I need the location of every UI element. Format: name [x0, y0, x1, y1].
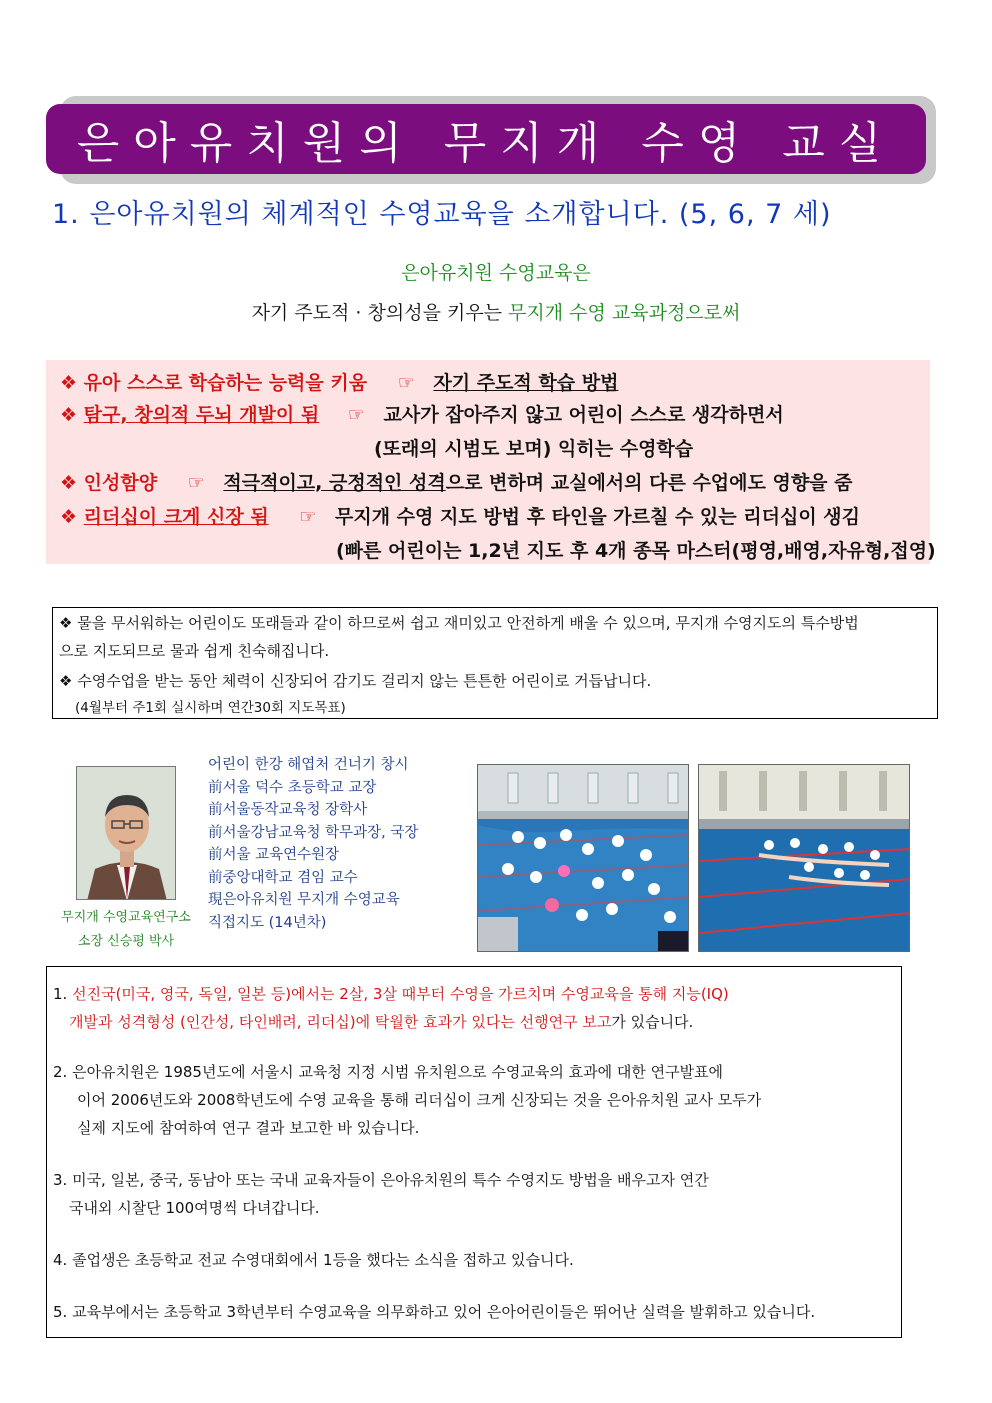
research-item-4: 4. 졸업생은 초등학교 전교 수영대회에서 1등을 했다는 소식을 접하고 있습니다. [53, 1251, 574, 1269]
section-title: 1. 은아유치원의 체계적인 수영교육을 소개합니다. (5, 6, 7 세) [52, 199, 832, 230]
highlight-1-title: 유아 스스로 학습하는 능력을 키움 [83, 372, 368, 394]
highlight-3 [60, 468, 853, 495]
diamond-bullet-icon: ❖ [60, 404, 78, 426]
director-bio [208, 754, 418, 934]
director-caption-1: 무지개 수영교육연구소 [61, 910, 191, 925]
director-portrait-image [77, 767, 176, 900]
research-item-1-end: 가 있습니다. [611, 1013, 694, 1031]
highlights-box [46, 360, 936, 564]
highlight-1-detail: 자기 주도적 학습 방법 [433, 372, 619, 394]
highlight-3-title: 인성함양 [83, 472, 158, 494]
research-item-2-line-3: 실제 지도에 참여하여 연구 결과 보고한 바 있습니다. [77, 1119, 420, 1137]
info-line-2: 으로 지도되므로 물과 쉽게 친숙해집니다. [59, 642, 330, 660]
director-photo [76, 766, 176, 900]
bio-line: 前서울 덕수 초등학교 교장 [208, 779, 377, 796]
info-box [52, 607, 938, 719]
pool-photo-1 [477, 764, 689, 952]
bio-line: 前서울 교육연수원장 [208, 847, 340, 863]
highlight-2-continued: (또래의 시범도 보며) 익히는 수영학습 [374, 438, 694, 460]
pointing-hand-icon: ☞ [397, 372, 415, 394]
highlight-4 [60, 502, 860, 529]
swimming-pool-image [478, 765, 689, 952]
pointing-hand-icon: ☞ [347, 404, 365, 426]
bio-line: 前서울동작교육청 장학사 [208, 802, 368, 818]
intro-heading: 은아유치원 수영교육은 [401, 262, 591, 284]
highlight-2 [60, 400, 784, 427]
research-box [46, 966, 902, 1338]
highlight-2-title: 탐구, 창의적 두뇌 개발이 됨 [83, 404, 320, 426]
info-line-3: ❖ 수영수업을 받는 동안 체력이 신장되어 감기도 걸리지 않는 튼튼한 어린이로 거듭납니다. [59, 672, 652, 690]
diamond-bullet-icon: ❖ [60, 472, 78, 494]
pool-photo-2 [698, 764, 910, 952]
research-item-1-number: 1. [53, 985, 73, 1003]
bio-line: 어린이 한강 해엽처 건너기 창시 [208, 757, 409, 773]
intro-text: 자기 주도적 · 창의성을 키우는 [251, 302, 509, 324]
research-item-2-line-1: 2. 은아유치원은 1985년도에 서울시 교육청 지정 시범 유치원으로 수영교육의 효과에 대한 연구발표에 [53, 1063, 724, 1081]
info-line-1: ❖ 물을 무서워하는 어린이도 또래들과 같이 하므로써 쉽고 재미있고 안전하게 배울 수 있으며, 무지개 수영지도의 특수방법 [59, 614, 859, 632]
swimming-pool-image [699, 765, 910, 952]
research-item-2-line-2: 이어 2006년도와 2008학년도에 수영 교육을 통해 리더십이 크게 신장되는 것을 은아유치원 교사 모두가 [77, 1091, 762, 1109]
bio-line: 現은아유치원 무지개 수영교육 [208, 892, 400, 908]
bio-line: 前서울강남교육청 학무과장, 국장 [208, 824, 419, 841]
research-item-3-line-2: 국내외 시찰단 100여명씩 다녀갑니다. [69, 1199, 320, 1217]
highlight-2-detail: 교사가 잡아주지 않고 어린이 스스로 생각하면서 [383, 404, 784, 426]
info-line-4: (4월부터 주1회 실시하며 연간30회 지도목표) [75, 700, 346, 716]
diamond-bullet-icon: ❖ [60, 506, 78, 528]
research-item-1-text: 선진국(미국, 영국, 독일, 일본 등)에서는 2살, 3살 때부터 수영을 가르치며 수영교육을 통해 지능(IQ) [72, 985, 729, 1003]
research-item-1 [53, 983, 729, 1004]
page-title: 은아유치원의 무지개 수영 교실 [46, 104, 926, 174]
research-item-3-line-1: 3. 미국, 일본, 중국, 동남아 또는 국내 교육자들이 은아유치원의 특수 수영지도 방법을 배우고자 연간 [53, 1171, 709, 1189]
pointing-hand-icon: ☞ [187, 472, 205, 494]
research-item-1-line-2 [69, 1011, 693, 1032]
intro-highlight: 무지개 수영 교육과정으로써 [508, 302, 741, 324]
research-item-1-continued: 개발과 성격형성 (인간성, 타인배려, 리더십)에 탁월한 효과가 있다는 선행연구 보고 [69, 1013, 612, 1031]
director-caption-2: 소장 신승평 박사 [77, 934, 175, 949]
bio-line: 직접지도 (14년차) [208, 914, 327, 931]
research-item-5: 5. 교육부에서는 초등학교 3학년부터 수영교육을 의무화하고 있어 은아어린이들은 뛰어난 실력을 발휘하고 있습니다. [53, 1303, 816, 1321]
highlight-4-detail: 무지개 수영 지도 방법 후 타인을 가르칠 수 있는 리더십이 생김 [335, 506, 860, 528]
highlight-1 [60, 368, 618, 395]
highlight-3-emphasis: 적극적이고, 긍정적인 성격 [223, 472, 446, 494]
intro-subheading [0, 298, 992, 325]
bio-line: 前중앙대학교 겸임 교수 [208, 869, 358, 886]
highlight-4-continued: (빠른 어린이는 1,2년 지도 후 4개 종목 마스터(평영,배영,자유형,접영) [336, 540, 936, 562]
pointing-hand-icon: ☞ [299, 506, 317, 528]
highlight-3-detail: 으로 변하며 교실에서의 다른 수업에도 영향을 줌 [445, 472, 853, 494]
diamond-bullet-icon: ❖ [60, 372, 78, 394]
highlight-4-title: 리더십이 크게 신장 됨 [83, 506, 269, 528]
